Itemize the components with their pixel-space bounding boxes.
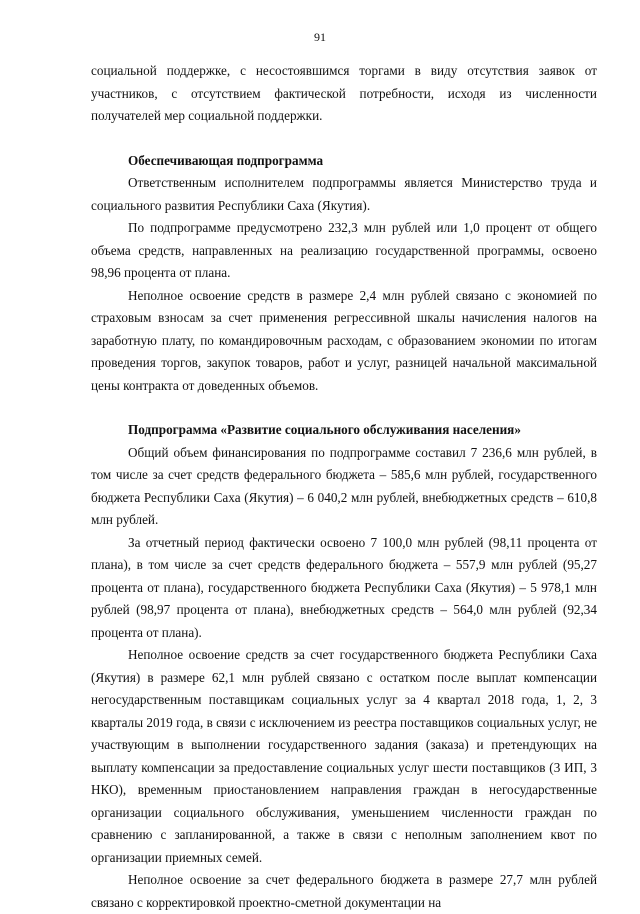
paragraph: Неполное освоение за счет федерального бюджета в размере 27,7 млн рублей связано с корректировкой проектно-сметной документации на	[91, 872, 597, 910]
continuation-paragraph: социальной поддержке, с несостоявшимся торгами в виду отсутствия заявок от участников, с отсутствием фактической потребности, исходя из численности получателей мер социальной поддержки.	[91, 63, 597, 123]
section-heading-social-services-subprogram: Подпрограмма «Развитие социального обслуживания населения»	[128, 422, 521, 437]
paragraph: За отчетный период фактически освоено 7 100,0 млн рублей (98,11 процента от плана), в том числе за счет средств федерального бюджета – 557,9 млн рублей (95,27 процента от плана), государственного бюджета Республики Саха (Якутия) – 5 978,1 млн рублей (98,97 процента от плана), внебюджетных средств – 564,0 млн рублей (92,34 процента от плана).	[91, 534, 597, 640]
paragraph: Неполное освоение средств за счет государственного бюджета Республики Саха (Якутия) в размере 62,1 млн рублей связано с остатком после выплат компенсации негосударственным поставщикам социальных услуг за 4 квартал 2018 года, 1, 2, 3 кварталы 2019 года, в связи с исключением из реестра поставщиков социальных услуг, не участвующим в выполнении государственного задания (заказа) и претендующих на выплату компенсации за предоставление социальных услуг шести поставщиков (3 ИП, 3 НКО), временным приостановлением направления граждан в негосударственные организации социального обслуживания, уменьшением численности граждан по сравнению с запланированной, а также в связи с неполным заполнением квот по организации приемных семей.	[91, 647, 597, 865]
page-body	[91, 60, 597, 914]
paragraph: Общий объем финансирования по подпрограмме составил 7 236,6 млн рублей, в том числе за счет средств федерального бюджета – 585,6 млн рублей, государственного бюджета Республики Саха (Якутия) – 6 040,2 млн рублей, внебюджетных средств – 610,8 млн рублей.	[91, 444, 597, 527]
paragraph: По подпрограмме предусмотрено 232,3 млн рублей или 1,0 процент от общего объема средств, направленных на реализацию государственной программы, освоено 98,96 процента от плана.	[91, 220, 597, 280]
paragraph: Неполное освоение средств в размере 2,4 млн рублей связано с экономией по страховым взносам за счет применения регрессивной шкалы начисления налогов на заработную плату, по командировочным расходам, с образованием экономии по итогам проведения торгов, закупок товаров, работ и услуг, разницей начальной максимальной цены контракта от доведенных объемов.	[91, 287, 597, 393]
section-heading-support-subprogram: Обеспечивающая подпрограмма	[128, 152, 324, 168]
paragraph: Ответственным исполнителем подпрограммы является Министерство труда и социального развития Республики Саха (Якутия).	[91, 175, 597, 213]
page-number: 91	[314, 30, 326, 44]
